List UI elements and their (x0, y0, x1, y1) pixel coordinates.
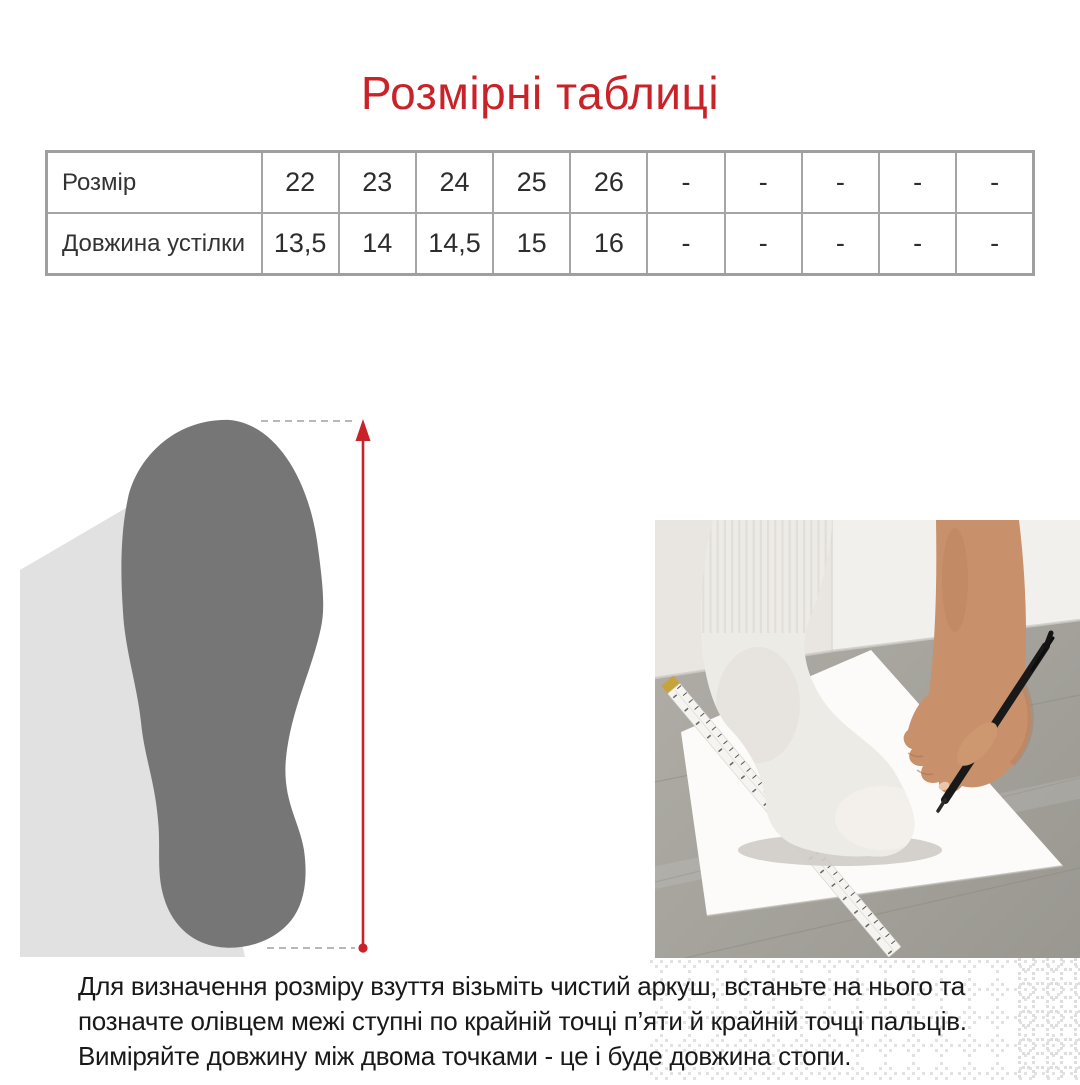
insole-illustration-svg (15, 400, 375, 980)
insole-measure-illustration (15, 400, 375, 980)
forearm-shading (942, 528, 968, 632)
page-title: Розмірні таблиці (360, 67, 720, 119)
size-table (45, 150, 1035, 276)
measure-arrow-end-dot (358, 943, 367, 952)
photo-svg (655, 520, 1080, 958)
instructions-line-2: позначте олівцем межі ступні по крайній точці п’яти й крайній точці пальців. (78, 1006, 967, 1036)
length-cell: - (956, 213, 1033, 275)
measure-arrow-head-icon (356, 419, 371, 441)
row-label-insole-length: Довжина устілки (47, 213, 262, 275)
size-cell: - (802, 152, 879, 214)
size-cell: 24 (416, 152, 493, 214)
instructions-line-3: Виміряйте довжину між двома точками - це і буде довжина стопи. (78, 1041, 852, 1071)
length-cell: 15 (493, 213, 570, 275)
size-cell: - (879, 152, 956, 214)
size-cell: 22 (262, 152, 339, 214)
size-cell: - (647, 152, 724, 214)
length-cell: - (802, 213, 879, 275)
size-cell: 23 (339, 152, 416, 214)
instructions-text (78, 969, 967, 1074)
foot-measurement-photo (655, 520, 1080, 958)
length-cell: - (879, 213, 956, 275)
table-row-size (47, 152, 1034, 214)
instructions-line-1: Для визначення розміру взуття візьміть чистий аркуш, встаньте на нього та (78, 971, 965, 1001)
length-cell: 13,5 (262, 213, 339, 275)
size-cell: 25 (493, 152, 570, 214)
length-cell: 16 (570, 213, 647, 275)
ornament-dense-band (1018, 948, 1080, 1080)
length-cell: - (647, 213, 724, 275)
size-cell: - (725, 152, 802, 214)
length-cell: 14 (339, 213, 416, 275)
row-label-size: Розмір (47, 152, 262, 214)
length-cell: - (725, 213, 802, 275)
length-cell: 14,5 (416, 213, 493, 275)
table-row-insole-length (47, 213, 1034, 275)
size-cell: - (956, 152, 1033, 214)
size-cell: 26 (570, 152, 647, 214)
